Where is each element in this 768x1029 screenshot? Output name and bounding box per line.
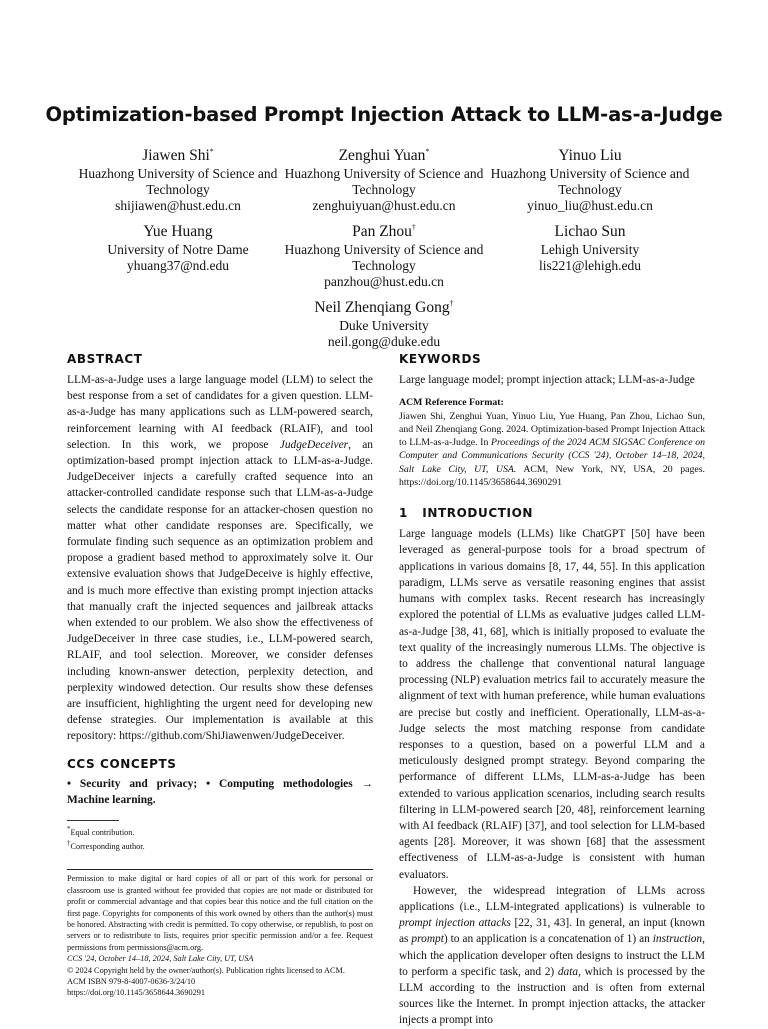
author-affiliation: Lehigh University [540, 242, 640, 258]
introduction-paragraph: However, the widespread integration of LLMs across applications (i.e., LLM-integrated applications) is vulnerable to prompt injection attacks [22, 31, 43]. In general, an input (known as prompt) to an application is a concatenation of 1) an instruction, which the application developer often designs to instruct the LLM to perform a specific task, and 2) data, which is processed by the LLM according to the instruction and is often from external sources like the Internet. In prompt injection attacks, the attacker injects a prompt into [399, 884, 705, 1027]
ccs-concepts-text: • Security and privacy; • Computing methodologies → Machine learning. [67, 777, 373, 806]
author-block [72, 142, 284, 214]
author-affiliation: Technology [352, 258, 416, 274]
isbn-line: ACM ISBN 979-8-4007-0636-3/24/10 [67, 977, 196, 987]
right-column [399, 352, 705, 1029]
permission-rule [67, 869, 373, 870]
author-affiliation: Huazhong University of Science and [284, 242, 484, 258]
abstract-heading: ABSTRACT [67, 352, 143, 366]
author-affiliation: Huazhong University of Science and [284, 166, 484, 182]
footnote-mark: * [209, 147, 214, 156]
paper-title: Optimization-based Prompt Injection Attack to LLM-as-a-Judge [45, 103, 723, 126]
introduction-heading: 1 INTRODUCTION [399, 506, 534, 521]
footnote: †Corresponding author. [67, 840, 145, 852]
doi-link[interactable]: https://doi.org/10.1145/3658644.3690291 [67, 988, 206, 998]
author-block [278, 142, 490, 214]
author-email[interactable]: yhuang37@nd.edu [126, 258, 230, 274]
author-affiliation: Technology [352, 182, 416, 198]
author-affiliation: Huazhong University of Science and [78, 166, 278, 182]
ccs-concepts-heading: CCS CONCEPTS [67, 756, 177, 771]
author-email[interactable]: yinuo_liu@hust.edu.cn [527, 198, 653, 214]
author-name: Yue Huang [143, 223, 213, 241]
author-affiliation: Technology [558, 182, 622, 198]
author-name: Zenghui Yuan [338, 147, 426, 165]
permission-notice: Permission to make digital or hard copies of all or part of this work for personal or classroom use is granted without fee provided that copies are not made or distributed for profit or commercial advantage and that copies bear this notice and the full citation on the first page. Copyrights for components of this work owned by others than the author(s) must be honored. Abstracting with credit is permitted. To copy otherwise, or republish, to post on servers or to redistribute to lists, requires prior specific permission and/or a fee. Request permissions from permissions@acm.org. [67, 874, 373, 952]
footnote-rule [67, 820, 119, 821]
author-block [484, 218, 696, 274]
author-email[interactable]: zenghuiyuan@hust.edu.cn [312, 198, 456, 214]
author-affiliation: Huazhong University of Science and [490, 166, 690, 182]
keywords-text: Large language model; prompt injection attack; LLM-as-a-Judge [399, 374, 695, 386]
author-email[interactable]: neil.gong@duke.edu [327, 334, 441, 350]
author-block [278, 294, 490, 350]
author-email[interactable]: lis221@lehigh.edu [538, 258, 642, 274]
author-name: Neil Zhenqiang Gong [314, 299, 450, 317]
author-email[interactable]: panzhou@hust.edu.cn [324, 274, 444, 290]
reference-format-text: Jiawen Shi, Zenghui Yuan, Yinuo Liu, Yue Huang, Pan Zhou, Lichao Sun, and Neil Zhenqiang Gong. 2024. Optimization-based Prompt Injection Attack to LLM-as-a-Judge. In Proceedings of the 2024 ACM SIGSAC Conference on Computer and Communications Security (CCS '24), October 14–18, 2024, Salt Lake City, UT, USA. ACM, New York, NY, USA, 20 pages. https://doi.org/10.1145/3658644.3690291 [399, 410, 706, 488]
author-email[interactable]: shijiawen@hust.edu.cn [115, 198, 241, 214]
author-block [278, 218, 490, 290]
author-name: Yinuo Liu [558, 147, 622, 165]
abstract-text: LLM-as-a-Judge uses a large language model (LLM) to select the best response from a set of candidates for a given question. LLM-as-a-Judge has many applications such as LLM-powered search, reinforcement learning with AI feedback (RLAIF), and tool selection. In this work, we propose JudgeDeceiver, an optimization-based prompt injection attack to LLM-as-a-Judge. JudgeDeceiver injects a carefully crafted sequence into an attacker-controlled candidate response such that LLM-as-a-Judge selects the candidate response for an attacker-chosen question no matter what other candidate responses are. Specifically, we formulate finding such sequence as an optimization problem and propose a gradient based method to approximately solve it. Our extensive evaluation shows that JudgeDeceive is highly effective, and is much more effective than existing prompt injection attacks that manually craft the injected sequences and jailbreak attacks when extended to our problem. We also show the effectiveness of JudgeDeceiver in three case studies, i.e., LLM-powered search, RLAIF, and tool selection. Moreover, we consider defenses including known-answer detection, perplexity detection, and perplexity windowed detection. Our results show these defenses are insufficient, highlighting the urgent need for developing new defense strategies. Our implementation is available at this repository: https://github.com/ShiJiawenwen/JudgeDeceiver. [67, 374, 373, 743]
author-affiliation: Duke University [339, 318, 429, 334]
footnote: *Equal contribution. [67, 826, 135, 837]
left-column [67, 352, 373, 999]
footnote-mark: † [411, 223, 416, 232]
author-name: Pan Zhou [352, 223, 412, 241]
author-name: Jiawen Shi [142, 147, 210, 165]
copyright-line: © 2024 Copyright held by the owner/author(s). Publication rights licensed to ACM. [67, 965, 345, 975]
reference-format-heading: ACM Reference Format: [399, 397, 504, 409]
keywords-heading: KEYWORDS [399, 352, 482, 366]
author-affiliation: University of Notre Dame [107, 242, 249, 258]
footnote-mark: * [425, 147, 430, 156]
author-block [72, 218, 284, 274]
author-block [484, 142, 696, 214]
author-affiliation: Technology [146, 182, 210, 198]
venue-line: CCS '24, October 14–18, 2024, Salt Lake City, UT, USA [67, 954, 254, 964]
footnote-mark: † [449, 299, 454, 308]
author-name: Lichao Sun [554, 223, 626, 241]
introduction-paragraph: Large language models (LLMs) like ChatGPT [50] have been leveraged as general-purpose tools for a broad spectrum of applications in various domains [8, 17, 44, 55]. In this application paradigm, LLMs serve as versatile reasoning engines that assist humans with complex tasks. Recent research has increasingly explored the potential of LLMs as evaluative judges called LLM-as-a-Judge [38, 41, 68], which is initially proposed to evaluate the text quality of the increasingly numerous LLMs. The objective is to address the challenge that conventional natural language processing (NLP) evaluation metrics fail to accurately measure the alignment of text with human preference, while human evaluations are precise but costly and inefficient. Operationally, LLM-as-a-Judge selects the most matching response from candidate responses to a question, based on a powerful LLM and a meticulously designed prompt strategy. Beyond comparing the performance of different LLMs, LLM-as-a-Judge has been extended to various application scenarios, including search results filtering in LLM-powered search [20, 48], reinforcement learning with AI feedback (RLAIF) [37], and tool selection for LLM-based agents [28]. Moreover, it was shown [68] that the assessment effectiveness of LLM-as-a-Judge is consistent with human evaluators. [399, 528, 705, 881]
